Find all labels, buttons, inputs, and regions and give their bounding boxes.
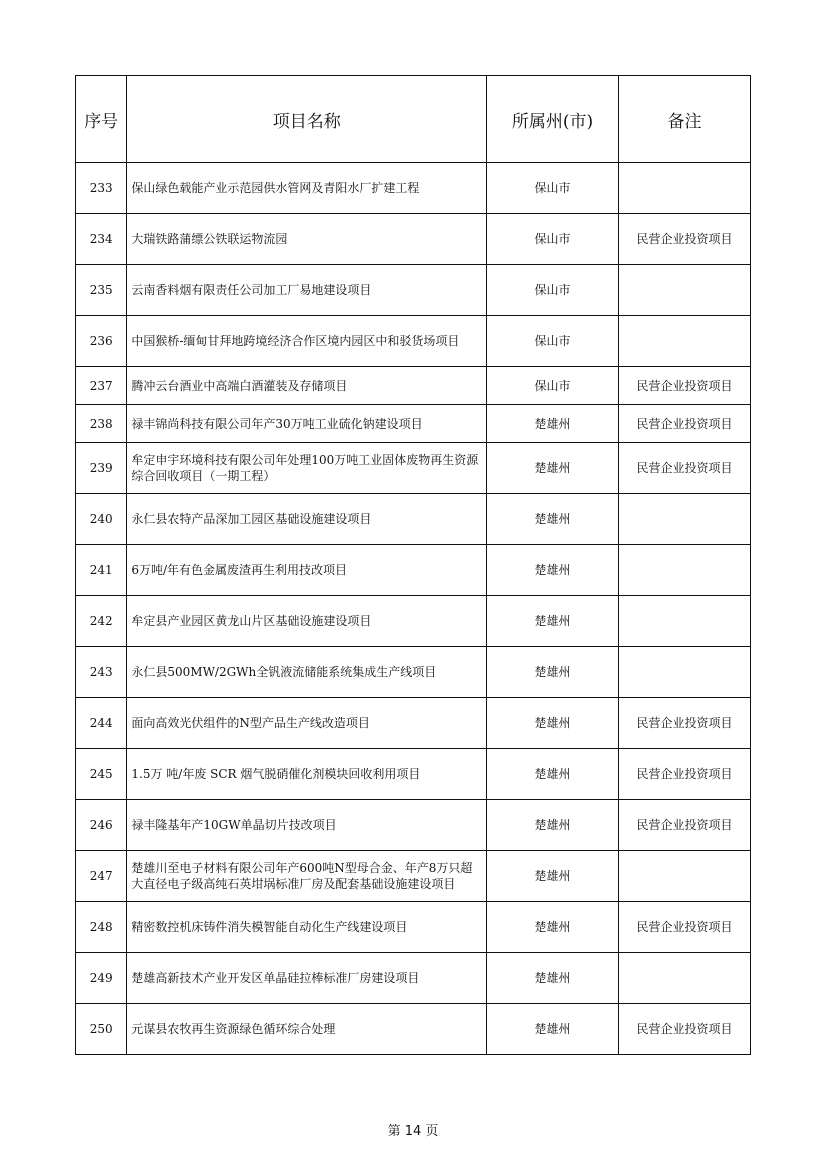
cell-remarks: 民营企业投资项目 bbox=[619, 749, 751, 800]
cell-prefecture: 保山市 bbox=[487, 367, 619, 405]
cell-prefecture: 楚雄州 bbox=[487, 800, 619, 851]
header-project-name: 项目名称 bbox=[127, 76, 487, 163]
table-row bbox=[76, 405, 751, 443]
cell-serial-number: 237 bbox=[76, 367, 127, 405]
table-row bbox=[76, 545, 751, 596]
cell-serial-number: 249 bbox=[76, 953, 127, 1004]
header-serial-number: 序号 bbox=[76, 76, 127, 163]
cell-remarks: 民营企业投资项目 bbox=[619, 698, 751, 749]
table-row bbox=[76, 367, 751, 405]
cell-remarks: 民营企业投资项目 bbox=[619, 1004, 751, 1055]
cell-serial-number: 245 bbox=[76, 749, 127, 800]
cell-remarks bbox=[619, 163, 751, 214]
project-table bbox=[75, 75, 751, 1055]
cell-prefecture: 楚雄州 bbox=[487, 698, 619, 749]
cell-project-name: 楚雄川至电子材料有限公司年产600吨N型母合金、年产8万只超大直径电子级高纯石英坩埚标准厂房及配套基础设施建设项目 bbox=[127, 851, 487, 902]
cell-project-name: 1.5万 吨/年废 SCR 烟气脱硝催化剂模块回收利用项目 bbox=[127, 749, 487, 800]
cell-project-name: 面向高效光伏组件的N型产品生产线改造项目 bbox=[127, 698, 487, 749]
table-row bbox=[76, 800, 751, 851]
cell-prefecture: 楚雄州 bbox=[487, 494, 619, 545]
cell-prefecture: 楚雄州 bbox=[487, 647, 619, 698]
table-row bbox=[76, 1004, 751, 1055]
cell-remarks: 民营企业投资项目 bbox=[619, 367, 751, 405]
cell-serial-number: 248 bbox=[76, 902, 127, 953]
cell-serial-number: 236 bbox=[76, 316, 127, 367]
page-number: 第 14 页 bbox=[387, 1124, 439, 1139]
table-row bbox=[76, 443, 751, 494]
cell-remarks: 民营企业投资项目 bbox=[619, 405, 751, 443]
cell-remarks bbox=[619, 545, 751, 596]
cell-project-name: 牟定县产业园区黄龙山片区基础设施建设项目 bbox=[127, 596, 487, 647]
cell-project-name: 中国猴桥-缅甸甘拜地跨境经济合作区境内园区中和驳货场项目 bbox=[127, 316, 487, 367]
cell-project-name: 保山绿色载能产业示范园供水管网及青阳水厂扩建工程 bbox=[127, 163, 487, 214]
table-row bbox=[76, 265, 751, 316]
table-row bbox=[76, 494, 751, 545]
cell-project-name: 腾冲云台酒业中高端白酒灌装及存储项目 bbox=[127, 367, 487, 405]
cell-project-name: 元谋县农牧再生资源绿色循环综合处理 bbox=[127, 1004, 487, 1055]
cell-remarks bbox=[619, 316, 751, 367]
cell-remarks bbox=[619, 647, 751, 698]
cell-remarks bbox=[619, 596, 751, 647]
cell-remarks: 民营企业投资项目 bbox=[619, 800, 751, 851]
table-row bbox=[76, 163, 751, 214]
cell-serial-number: 241 bbox=[76, 545, 127, 596]
cell-prefecture: 楚雄州 bbox=[487, 1004, 619, 1055]
cell-serial-number: 247 bbox=[76, 851, 127, 902]
cell-prefecture: 楚雄州 bbox=[487, 443, 619, 494]
cell-serial-number: 242 bbox=[76, 596, 127, 647]
cell-serial-number: 250 bbox=[76, 1004, 127, 1055]
cell-prefecture: 楚雄州 bbox=[487, 851, 619, 902]
cell-prefecture: 保山市 bbox=[487, 214, 619, 265]
cell-remarks: 民营企业投资项目 bbox=[619, 902, 751, 953]
cell-serial-number: 234 bbox=[76, 214, 127, 265]
table-header-row bbox=[76, 76, 751, 163]
cell-project-name: 禄丰锦尚科技有限公司年产30万吨工业硫化钠建设项目 bbox=[127, 405, 487, 443]
cell-project-name: 禄丰隆基年产10GW单晶切片技改项目 bbox=[127, 800, 487, 851]
table-row bbox=[76, 214, 751, 265]
cell-prefecture: 楚雄州 bbox=[487, 545, 619, 596]
cell-serial-number: 244 bbox=[76, 698, 127, 749]
cell-project-name: 云南香料烟有限责任公司加工厂易地建设项目 bbox=[127, 265, 487, 316]
cell-remarks: 民营企业投资项目 bbox=[619, 214, 751, 265]
cell-remarks bbox=[619, 953, 751, 1004]
cell-prefecture: 楚雄州 bbox=[487, 902, 619, 953]
cell-serial-number: 239 bbox=[76, 443, 127, 494]
table-row bbox=[76, 953, 751, 1004]
cell-project-name: 牟定申宇环境科技有限公司年处理100万吨工业固体废物再生资源综合回收项目（一期工程） bbox=[127, 443, 487, 494]
cell-serial-number: 240 bbox=[76, 494, 127, 545]
cell-prefecture: 楚雄州 bbox=[487, 953, 619, 1004]
cell-project-name: 永仁县农特产品深加工园区基础设施建设项目 bbox=[127, 494, 487, 545]
cell-project-name: 永仁县500MW/2GWh全钒液流储能系统集成生产线项目 bbox=[127, 647, 487, 698]
cell-prefecture: 楚雄州 bbox=[487, 596, 619, 647]
cell-prefecture: 保山市 bbox=[487, 316, 619, 367]
header-prefecture: 所属州(市) bbox=[487, 76, 619, 163]
cell-project-name: 精密数控机床铸件消失模智能自动化生产线建设项目 bbox=[127, 902, 487, 953]
cell-remarks bbox=[619, 851, 751, 902]
table-row bbox=[76, 596, 751, 647]
cell-serial-number: 233 bbox=[76, 163, 127, 214]
header-remarks: 备注 bbox=[619, 76, 751, 163]
cell-prefecture: 楚雄州 bbox=[487, 405, 619, 443]
cell-serial-number: 246 bbox=[76, 800, 127, 851]
cell-prefecture: 保山市 bbox=[487, 265, 619, 316]
cell-serial-number: 238 bbox=[76, 405, 127, 443]
table-row bbox=[76, 902, 751, 953]
cell-project-name: 6万吨/年有色金属废渣再生利用技改项目 bbox=[127, 545, 487, 596]
cell-serial-number: 243 bbox=[76, 647, 127, 698]
cell-project-name: 楚雄高新技术产业开发区单晶硅拉棒标准厂房建设项目 bbox=[127, 953, 487, 1004]
table-row bbox=[76, 749, 751, 800]
table-row bbox=[76, 316, 751, 367]
cell-prefecture: 保山市 bbox=[487, 163, 619, 214]
table-row bbox=[76, 851, 751, 902]
table-row bbox=[76, 647, 751, 698]
cell-prefecture: 楚雄州 bbox=[487, 749, 619, 800]
cell-remarks bbox=[619, 265, 751, 316]
cell-serial-number: 235 bbox=[76, 265, 127, 316]
cell-project-name: 大瑞铁路蒲缥公铁联运物流园 bbox=[127, 214, 487, 265]
cell-remarks: 民营企业投资项目 bbox=[619, 443, 751, 494]
cell-remarks bbox=[619, 494, 751, 545]
table-row bbox=[76, 698, 751, 749]
